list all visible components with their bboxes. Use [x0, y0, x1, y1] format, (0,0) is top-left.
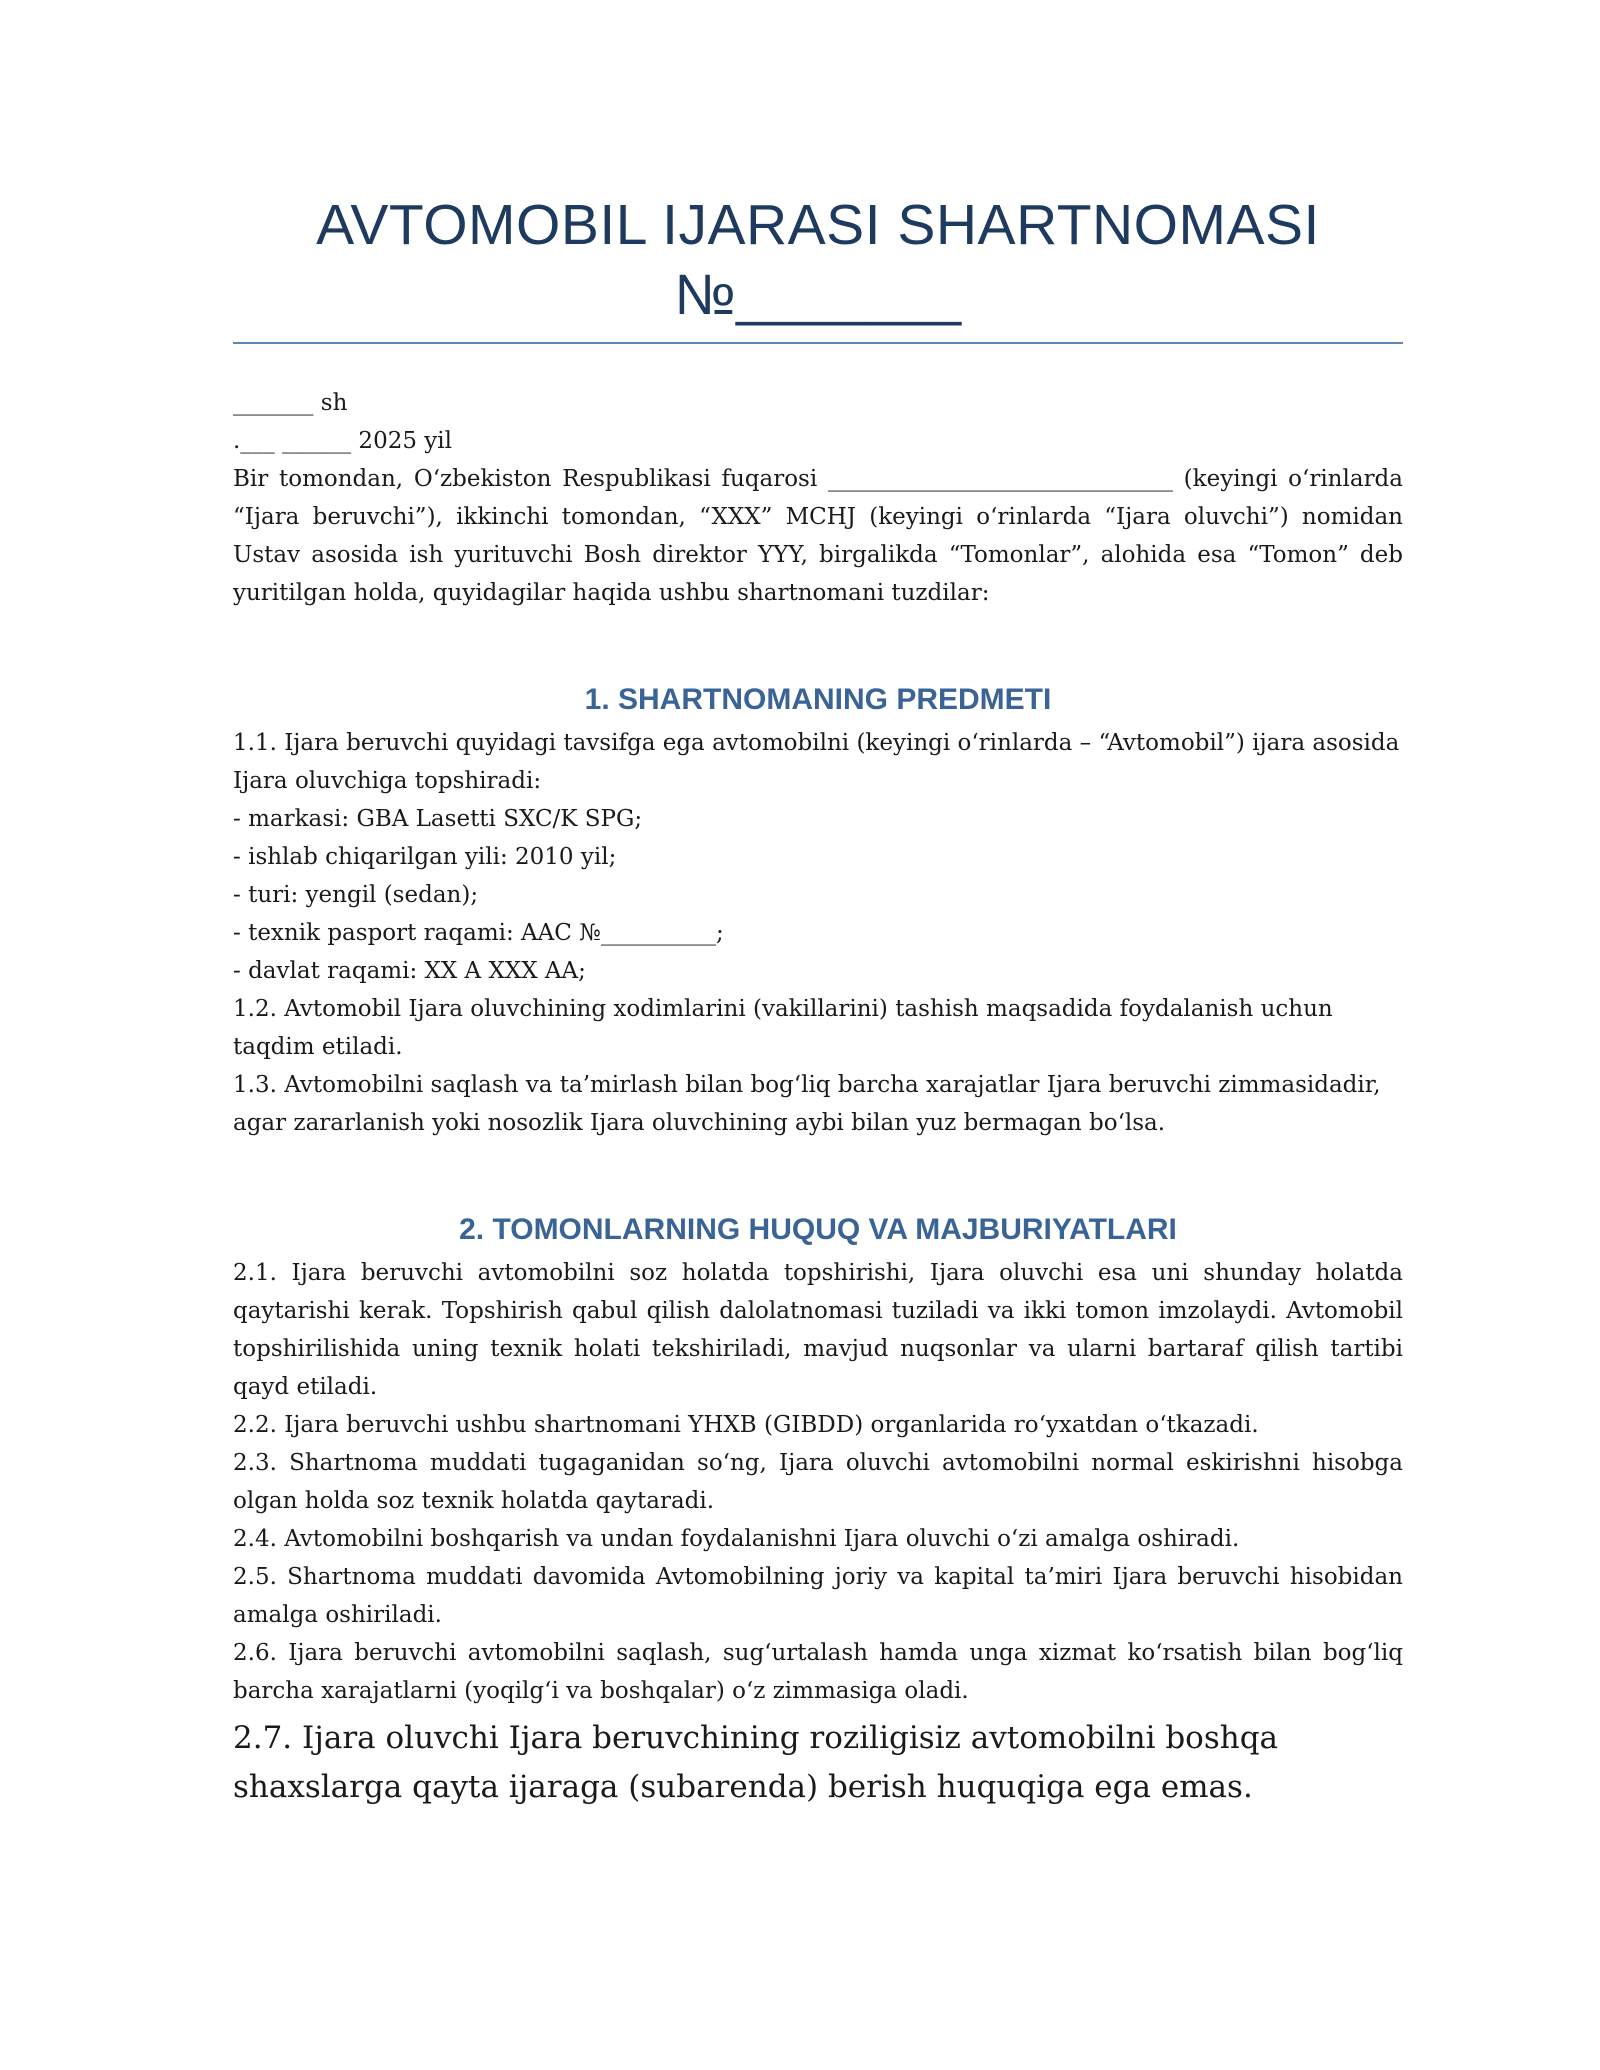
- clause-1-3: 1.3. Avtomobilni saqlash va ta’mirlash bilan bog‘liq barcha xarajatlar Ijara beruvchi zimmasidadir, agar zararlanish yoki nosozlik Ijara oluvchining aybi bilan yuz bermagan bo‘lsa.: [233, 1072, 1381, 1136]
- clause-2-6: 2.6. Ijara beruvchi avtomobilni saqlash, sug‘urtalash hamda unga xizmat ko‘rsatish bilan bog‘liq barcha xarajatlarni (yoqilg‘i va boshqalar) o‘z zimmasiga oladi.: [233, 1640, 1403, 1704]
- clause-2-2: 2.2. Ijara beruvchi ushbu shartnomani YHXB (GIBDD) organlarida ro‘yxatdan o‘tkazadi.: [233, 1412, 1259, 1438]
- date-line: .___ ______ 2025 yil: [233, 428, 452, 454]
- title-line-2: №_______: [674, 263, 962, 327]
- item-type: - turi: yengil (sedan);: [233, 882, 479, 908]
- document-title: [233, 190, 1403, 330]
- item-year: - ishlab chiqarilgan yili: 2010 yil;: [233, 844, 617, 870]
- document-body: [233, 190, 1403, 1812]
- intro-paragraph: Bir tomondan, O‘zbekiston Respublikasi fuqarosi ______________________________ (keyingi o‘rinlarda “Ijara beruvchi”), ikkinchi tomondan, “XXX” MCHJ (keyingi o‘rinlarda “Ijara oluvchi”) nomidan Ustav asosida ish yurituvchi Bosh direktor YYY, birgalikda “Tomonlar”, alohida esa “Tomon” deb yuritilgan holda, quyidagilar haqida ushbu shartnomani tuzdilar:: [233, 466, 1403, 606]
- clause-1-2: 1.2. Avtomobil Ijara oluvchining xodimlarini (vakillarini) tashish maqsadida foydalanish uchun taqdim etiladi.: [233, 996, 1333, 1060]
- title-divider: [233, 342, 1403, 344]
- clause-2-7: 2.7. Ijara oluvchi Ijara beruvchining roziligisiz avtomobilni boshqa shaxslarga qayta ijaraga (subarenda) berish huquqiga ega emas.: [233, 1720, 1279, 1805]
- item-passport: - texnik pasport raqami: AAC №__________;: [233, 920, 724, 946]
- item-marka: - markasi: GBA Lasetti SXC/K SPG;: [233, 806, 643, 832]
- clause-2-3: 2.3. Shartnoma muddati tugaganidan so‘ng, Ijara oluvchi avtomobilni normal eskirishni hisobga olgan holda soz texnik holatda qaytaradi.: [233, 1450, 1403, 1514]
- clause-2-5: 2.5. Shartnoma muddati davomida Avtomobilning joriy va kapital ta’miri Ijara beruvchi hisobidan amalga oshiriladi.: [233, 1564, 1403, 1628]
- place-line: _______ sh: [233, 390, 348, 416]
- clause-2-4: 2.4. Avtomobilni boshqarish va undan foydalanishni Ijara oluvchi o‘zi amalga oshiradi.: [233, 1526, 1240, 1552]
- section-1-heading: 1. SHARTNOMANING PREDMETI: [584, 683, 1052, 716]
- clause-2-1: 2.1. Ijara beruvchi avtomobilni soz holatda topshirishi, Ijara oluvchi esa uni shunday holatda qaytarishi kerak. Topshirish qabul qilish dalolatnomasi tuziladi va ikki tomon imzolaydi. Avtomobil topshirilishida uning texnik holati tekshiriladi, mavjud nuqsonlar va ularni bartaraf qilish tartibi qayd etiladi.: [233, 1260, 1403, 1400]
- section-2-heading: 2. TOMONLARNING HUQUQ VA MAJBURIYATLARI: [459, 1213, 1177, 1246]
- clause-1-1: 1.1. Ijara beruvchi quyidagi tavsifga ega avtomobilni (keyingi o‘rinlarda – “Avtomobil”) ijara asosida Ijara oluvchiga topshiradi:: [233, 730, 1400, 794]
- title-line-1: AVTOMOBIL IJARASI SHARTNOMASI: [316, 193, 1320, 257]
- item-plate: - davlat raqami: XX A XXX AA;: [233, 958, 586, 984]
